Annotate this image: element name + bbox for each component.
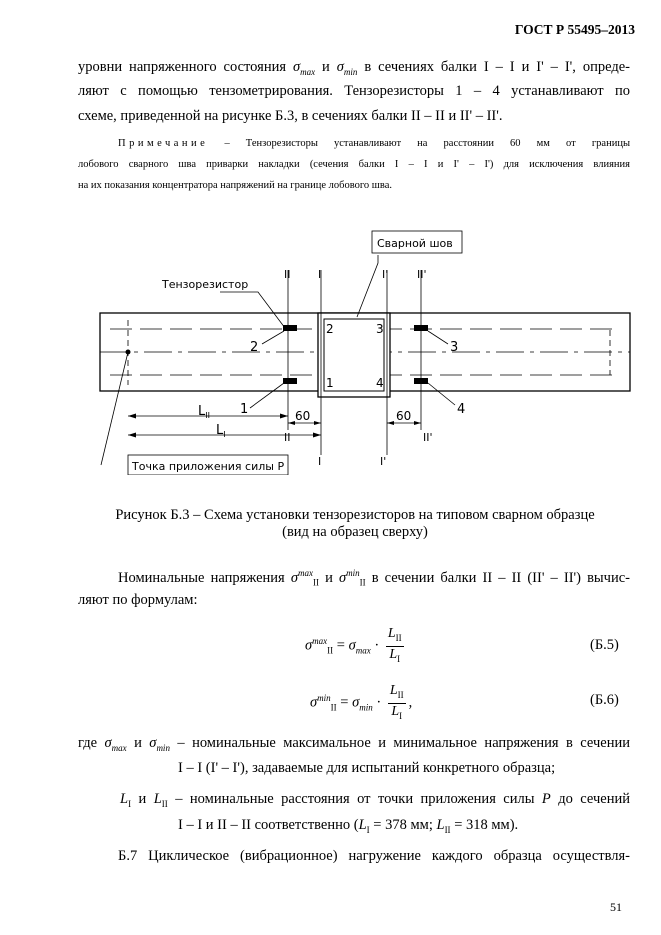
where-sigma-line2: I – I (I' – I'), задаваемые для испытаний конкретного образца; xyxy=(178,760,556,776)
para1-line3: схеме, приведенной на рисунке Б.3, в сечениях балки II – II и II' – II'. xyxy=(78,108,503,124)
gauge-1 xyxy=(283,378,297,384)
weld-label: Сварной шов xyxy=(377,237,453,250)
where-L-line2: I – I и II – II соответственно ($L_I = 378$ мм; $L_{II} = 318$ мм). xyxy=(178,817,519,835)
sec-I-bottom: I xyxy=(318,455,322,468)
num-4-plate: 4 xyxy=(376,376,384,390)
leader-4 xyxy=(428,383,455,405)
num-1-callout: 1 xyxy=(240,402,249,417)
where-sigma-line1: где $\sigma_{max}$ и $\sigma_{min}$ – номинальные максимальное и минимальное напряжения в сечении xyxy=(78,735,630,753)
num-1-plate: 1 xyxy=(326,376,334,390)
where-L-line1: $L_I$ и $L_{II}$ – номинальные расстояния от точки приложения силы P до сечений xyxy=(120,791,630,809)
page-number: 51 xyxy=(610,900,622,914)
leader-2 xyxy=(262,331,284,344)
formula-b5: $\sigma^{max}_{II} = \sigma_{max}$ · $\frac{L_{II}}{L_I}$ xyxy=(305,626,402,664)
note-line1: Примечание – Тензорезисторы устанавливают на расстоянии 60 мм от границы xyxy=(118,138,630,149)
gauge-3 xyxy=(414,325,428,331)
dim-60-right-label: 60 xyxy=(396,409,412,423)
leader-3 xyxy=(428,331,448,344)
L-II-label: $L_{II}$ xyxy=(198,404,210,420)
num-2-callout: 2 xyxy=(250,340,259,355)
num-4-callout: 4 xyxy=(457,402,466,417)
note-line2: лобового сварного шва приварки накладки (сечения балки I – I и I' – I') для исключения влияния xyxy=(78,159,630,170)
force-label: Точка приложения силы Р xyxy=(132,460,285,473)
sec-II-top: II xyxy=(284,268,291,281)
note-line3: на их показания концентратора напряжений на границе лобового шва. xyxy=(78,180,392,191)
num-3-callout: 3 xyxy=(450,340,459,355)
formula-b5-number: (Б.5) xyxy=(590,637,619,653)
standard-header: ГОСТ Р 55495–2013 xyxy=(514,22,635,37)
sec-II-prime-top: II' xyxy=(417,268,427,281)
L-I-label: $L_I$ xyxy=(216,423,226,439)
figure-caption-1: Рисунок Б.3 – Схема установки тензорезисторов на типовом сварном образце xyxy=(115,507,595,523)
weld-leader xyxy=(357,255,378,317)
num-3-plate: 3 xyxy=(376,322,384,336)
formula-b6: $\sigma^{min}_{II} = \sigma_{min}$ · $\frac{L_{II}}{L_I}$ , xyxy=(310,683,413,721)
para2-line1: Номинальные напряжения $\sigma^{max}_{II}$ и $\sigma^{min}_{II}$ в сечении балки II – II (II' – II') вычис- xyxy=(118,568,630,588)
dim-60-left-label: 60 xyxy=(295,409,311,423)
gauge-label-leader xyxy=(220,292,285,328)
formula-b6-number: (Б.6) xyxy=(590,692,619,708)
gauge-label: Тензорезистор xyxy=(162,278,249,291)
para1-line2: ляют с помощью тензометрирования. Тензорезисторы 1 – 4 устанавливают по xyxy=(78,83,630,99)
sec-II-bottom: II xyxy=(284,431,291,444)
sec-I-prime-top: I' xyxy=(382,268,389,281)
gauge-2 xyxy=(283,325,297,331)
num-2-plate: 2 xyxy=(326,322,334,336)
gauge-4 xyxy=(414,378,428,384)
figure-caption-2: (вид на образец сверху) xyxy=(282,524,428,540)
gauge-diagram xyxy=(0,225,661,475)
sec-I-top: I xyxy=(318,268,322,281)
para2-line2: ляют по формулам: xyxy=(78,592,198,608)
b7-paragraph: Б.7 Циклическое (вибрационное) нагружение каждого образца осуществля- xyxy=(118,848,630,864)
sec-I-prime-bottom: I' xyxy=(380,455,387,468)
sec-II-prime-bottom: II' xyxy=(423,431,433,444)
force-leader xyxy=(101,352,128,465)
leader-1 xyxy=(250,383,284,408)
para1-line1: уровни напряженного состояния $\sigma_{max}$ и $\sigma_{min}$ в сечениях балки I – I и I' – I', опреде- xyxy=(78,59,630,77)
